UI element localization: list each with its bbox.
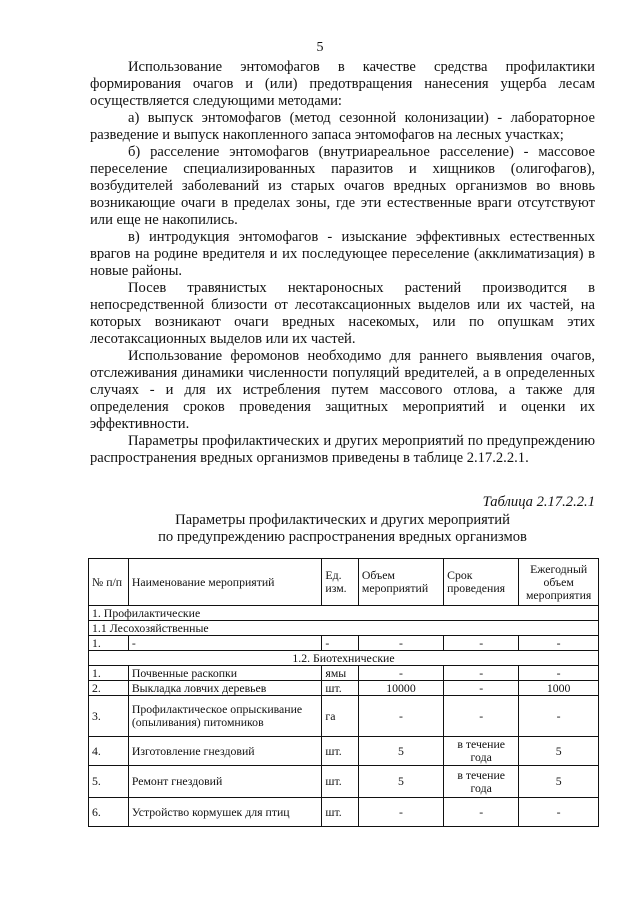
- cell-annual: -: [519, 696, 599, 737]
- cell-term: -: [444, 681, 519, 696]
- table-row: [89, 636, 599, 651]
- header-term: Срок проведения: [444, 559, 519, 606]
- cell-volume: 5: [358, 737, 443, 766]
- header-name: Наименование мероприятий: [128, 559, 322, 606]
- section-row: [89, 651, 599, 666]
- cell-annual: 1000: [519, 681, 599, 696]
- paragraph-method-c: в) интродукция энтомофагов - изыскание эффективных естественных врагов на родине вредителя и их последующее переселение (акклиматизация) в новые районы.: [90, 229, 595, 279]
- table-title-line2: по предупреждению распространения вредных организмов: [158, 529, 527, 545]
- cell-unit: га: [322, 696, 359, 737]
- cell-unit: -: [322, 636, 359, 651]
- header-unit: Ед. изм.: [322, 559, 359, 606]
- cell-volume: 5: [358, 766, 443, 798]
- cell-name: Изготовление гнездовий: [128, 737, 322, 766]
- cell-volume: -: [358, 798, 443, 827]
- header-volume: Объем мероприятий: [358, 559, 443, 606]
- table-caption: Таблица 2.17.2.2.1: [482, 494, 595, 510]
- cell-term: в течение года: [444, 766, 519, 798]
- cell-num: 6.: [89, 798, 129, 827]
- paragraph-pheromones: Использование феромонов необходимо для раннего выявления очагов, отслеживания динамики численности популяций вредителей, а в определенных случаях - и для их истребления путем массового отлова, а также для определения сроков проведения защитных мероприятий и оценки их эффективности.: [90, 348, 595, 432]
- table-title-line1: Параметры профилактических и других мероприятий: [175, 512, 510, 528]
- cell-term: -: [444, 666, 519, 681]
- cell-name: Профилактическое опрыскивание (опыливания) питомников: [128, 696, 322, 737]
- cell-unit: ямы: [322, 666, 359, 681]
- body-text: [90, 59, 595, 467]
- section-biotechnical: 1.2. Биотехнические: [89, 651, 599, 666]
- paragraph-method-a: а) выпуск энтомофагов (метод сезонной колонизации) - лабораторное разведение и выпуск накопленного запаса энтомофагов на лесных участках;: [90, 110, 595, 143]
- cell-volume: 10000: [358, 681, 443, 696]
- section-row: [89, 621, 599, 636]
- cell-name: Выкладка ловчих деревьев: [128, 681, 322, 696]
- cell-name: -: [128, 636, 322, 651]
- cell-num: 4.: [89, 737, 129, 766]
- cell-num: 1.: [89, 666, 129, 681]
- cell-term: -: [444, 696, 519, 737]
- cell-annual: 5: [519, 737, 599, 766]
- cell-unit: шт.: [322, 766, 359, 798]
- cell-annual: 5: [519, 766, 599, 798]
- cell-name: Устройство кормушек для птиц: [128, 798, 322, 827]
- table-row: [89, 696, 599, 737]
- parameters-table: [88, 558, 599, 827]
- cell-num: 5.: [89, 766, 129, 798]
- cell-term: -: [444, 636, 519, 651]
- header-annual: Ежегодный объем мероприятия: [519, 559, 599, 606]
- cell-annual: -: [519, 798, 599, 827]
- table-row: [89, 666, 599, 681]
- cell-annual: -: [519, 666, 599, 681]
- page-number: 5: [316, 40, 324, 55]
- cell-volume: -: [358, 636, 443, 651]
- cell-volume: -: [358, 696, 443, 737]
- cell-term: в течение года: [444, 737, 519, 766]
- section-preventive: 1. Профилактические: [89, 606, 599, 621]
- cell-unit: шт.: [322, 681, 359, 696]
- table-header-row: [89, 559, 599, 606]
- paragraph-method-b: б) расселение энтомофагов (внутриареальное расселение) - массовое переселение специализированных паразитов и хищников (олигофагов), возбудителей заболеваний из старых очагов вредных организмов во вновь возникающие очаги в пределах зоны, где эти естественные враги отсутствуют или еще не накопились.: [90, 144, 595, 228]
- cell-annual: -: [519, 636, 599, 651]
- section-row: [89, 606, 599, 621]
- cell-volume: -: [358, 666, 443, 681]
- header-num: № п/п: [89, 559, 129, 606]
- cell-term: -: [444, 798, 519, 827]
- cell-num: 1.: [89, 636, 129, 651]
- cell-unit: шт.: [322, 798, 359, 827]
- table-row: [89, 737, 599, 766]
- table-row: [89, 798, 599, 827]
- table-row: [89, 681, 599, 696]
- cell-name: Почвенные раскопки: [128, 666, 322, 681]
- cell-num: 2.: [89, 681, 129, 696]
- paragraph-entomophages-intro: Использование энтомофагов в качестве средства профилактики формирования очагов и (или) предотвращения нанесения ущерба лесам осуществляется следующими методами:: [90, 59, 595, 109]
- cell-name: Ремонт гнездовий: [128, 766, 322, 798]
- cell-num: 3.: [89, 696, 129, 737]
- paragraph-table-reference: Параметры профилактических и других мероприятий по предупреждению распространения вредных организмов приведены в таблице 2.17.2.2.1.: [90, 433, 595, 466]
- section-forestry: 1.1 Лесохозяйственные: [89, 621, 599, 636]
- table-title: [90, 512, 595, 546]
- paragraph-nectar-plants: Посев травянистых нектароносных растений производится в непосредственной близости от лесотаксационных выделов или их частей, на которых возникают очаги вредных насекомых, или по опушкам этих лесотаксационных выделов или их частей.: [90, 280, 595, 347]
- table-row: [89, 766, 599, 798]
- cell-unit: шт.: [322, 737, 359, 766]
